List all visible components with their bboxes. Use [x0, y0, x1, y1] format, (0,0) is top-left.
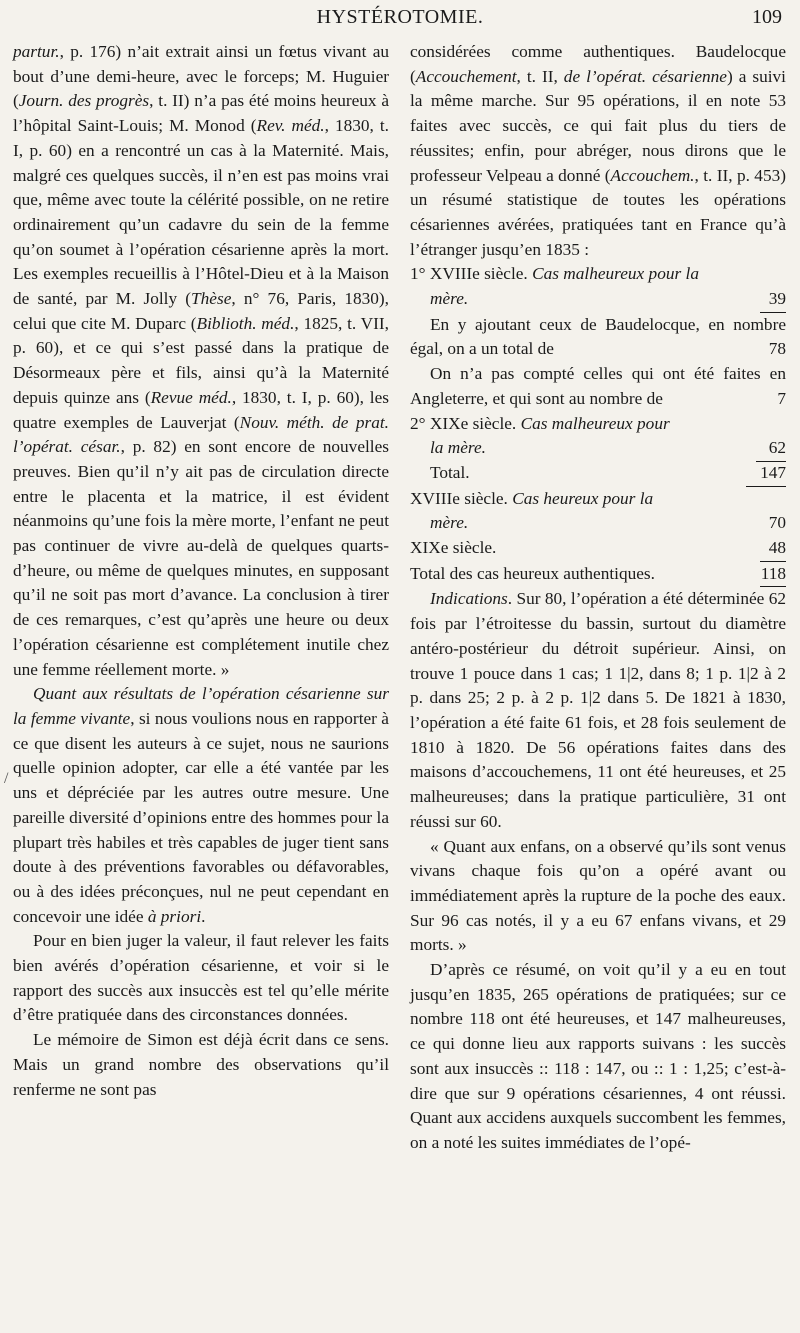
page-header	[0, 4, 800, 32]
section-lead: Indications	[430, 589, 508, 609]
row-label: mère.	[430, 513, 469, 533]
row-label: mère.	[430, 289, 469, 309]
statistics-table	[410, 262, 786, 587]
row-value: 147	[756, 461, 786, 486]
text: , n° 76, Paris, 1830), celui que cite M. Duparc (	[13, 289, 389, 333]
text: . Sur 80, l’opération a été déterminée 62 fois par l’étroitesse du bassin, surtout du diamètre antéro-postérieur du détroit supérieur. Ainsi, on trouve 1 pouce dans 1 cas; 1 1|2, dans 8; 1 p. 1|2 à 2 p. dans 25; 2 p. à 2 p. 1|2 dans 5. De 1821 à 1830, l’opération a été faite 61 fois, et 28 fois seulement de 1810 à 1820. De 56 opérations faites dans des maisons d’accouchemens, 11 ont été heureuses, et 25 malheureuses; dans la pratique particulière, 31 ont réussi sur 60.	[410, 589, 786, 831]
citation: Biblioth. méd.	[196, 313, 295, 333]
paragraph	[410, 40, 786, 262]
text: , 1825, t. VII, p. 60), et ce qui s’est passé dans la pratique de Désormeaux père et fils, ainsi qu’à la Maternité depuis quinze ans (	[13, 313, 389, 407]
row-label: Total des cas heureux authentiques.	[410, 563, 655, 583]
citation: Rev. méd.	[256, 116, 325, 136]
row-label: Cas malheureux pour la	[532, 264, 699, 284]
row-label: On n’a pas compté celles qui ont été faites en Angleterre, et qui sont au nombre de	[410, 364, 786, 408]
citation: Accouchement	[415, 66, 517, 86]
section-lead: Quant aux résultats de l’opération césarienne sur la femme vivante	[13, 684, 389, 728]
text: considérées comme authentiques. Baudelocque (	[410, 42, 786, 86]
text: , t. II) n’a pas été moins heureux à l’hôpital Saint-Louis; M. Monod (	[13, 91, 389, 136]
citation: Nouv. méth. de prat. l’opérat. césar.	[13, 412, 390, 457]
row-label: la mère.	[430, 438, 486, 458]
paragraph: Le mémoire de Simon est déjà écrit dans ce sens. Mais un grand nombre des observations qu’il renferme ne sont pas	[13, 1030, 389, 1099]
paragraph: « Quant aux enfans, on a observé qu’ils sont venus vivans chaque fois qu’on a opéré avant ou immédiatement après la rupture de la poche des eaux. Sur 96 cas notés, il y a eu 67 enfans vivans, et 29 morts. »	[410, 836, 786, 955]
right-column	[410, 40, 786, 1156]
paragraph	[410, 587, 786, 834]
table-row	[410, 313, 786, 362]
row-label: Cas malheureux pour	[520, 413, 670, 433]
row-label: En y ajoutant ceux de Baudelocque, en nombre égal, on a un total de	[410, 314, 786, 359]
left-column	[13, 40, 389, 1102]
text: p. 176) n’ait extrait ainsi un fœtus vivant au bout d’une demi-heure, avec le forceps; M. Huguier (	[13, 42, 389, 111]
table-row	[410, 287, 786, 313]
citation: Accouchem.	[610, 165, 695, 185]
citation: Thèse	[191, 289, 232, 309]
row-label: Cas heureux pour la	[512, 488, 654, 508]
paragraph: D’après ce résumé, on voit qu’il y a eu en tout jusqu’en 1835, 265 opérations de pratiquées; sur ce nombre 118 ont été heureuses, et 147 malheureuses, ce qui donne lieu aux rapports suivans : les succès sont aux insuccès :: 118 : 147, ou :: 1 : 1,25; c’est-à-dire que sur 9 opérations césariennes, 4 ont réussi. Quant aux accidens auxquels succombent les femmes, on a noté les suites immédiates de l’opé-	[410, 960, 786, 1152]
citation: Journ. des progrès	[18, 91, 150, 111]
row-label: XVIIIe siècle.	[410, 488, 513, 508]
paragraph: Pour en bien juger la valeur, il faut relever les faits bien avérés d’opération césarienne, et voir si le rapport des succès aux insuccès est tel qu’elle mérite d’être pratiquée dans des circonstances données.	[13, 931, 389, 1025]
row-value: 78	[768, 339, 786, 359]
page-number: 109	[752, 6, 782, 28]
margin-mark: /	[4, 770, 9, 787]
paragraph: partur., p. 176) n’ait extrait ainsi un fœtus vivant au bout d’une demi-heure, avec le forceps; M. Huguier (Journ. des progrès, t. II) n’a pas été moins heureux à l’hôpital Saint-Louis; M. Monod (Rev. méd., 1830, t. I, p. 60) en a rencontré un cas à la Maternité. Mais, malgré ces quelques succès, il n’en est pas moins vrai que, même avec toute la célérité possible, on ne retire ordinairement qu’un cadavre du sein de la femme qu’on soumet à l’opération césarienne après la mort. Les exemples recueillis à l’Hôtel-Dieu et à la Maison de santé, par M. Jolly (Thèse, n° 76, Paris, 1830), celui que cite M. Duparc (Biblioth. méd., 1825, t. VII, p. 60), et ce qui s’est passé dans la pratique de Désormeaux père et fils, ainsi qu’à la Maternité depuis quinze ans (Revue méd., 1830, t. I, p. 60), les quatre exemples de Lauverjat (Nouv. méth. de prat. l’opérat. césar., p. 82) en sont encore de nouvelles preuves. Bien qu’il n’y ait pas de circulation directe entre le placenta et la matrice, il est évident néanmoins qu’une fois la mère morte, l’enfant ne peut pas continuer de vivre au-delà de quelques quarts-d’heure, ou même de quelques minutes, en supposant qu’il ne soit pas mort d’avance. La conclusion à tirer de ces remarques, c’est qu’après une heure ou deux l’opération césarienne est complétement inutile chez une femme réellement morte. »	[13, 42, 390, 679]
table-row	[410, 487, 786, 512]
row-label: XIXe siècle.	[410, 538, 497, 558]
row-label: 2° XIXe siècle.	[410, 413, 521, 433]
row-value: 7	[777, 388, 786, 408]
text: ) a suivi la même marche. Sur 95 opérations, il en note 53 faites avec succès, ce qui fait plus du tiers de réussites; enfin, pour abréger, nous dirons que le professeur Velpeau a donné (	[410, 66, 786, 185]
text: , 1830, t. I, p. 60), les quatre exemples de Lauverjat (	[13, 387, 389, 432]
row-value: 62	[768, 438, 786, 458]
text: , t. II,	[516, 66, 564, 86]
text: , si nous voulions nous en rapporter à ce que disent les auteurs à ce sujet, nous ne saurions quelle opinion adopter, car elle a été vantée par les uns et dépréciée par les autres outre mesure. Une pareille diversité d’opinions entre des hommes pour la plupart très habiles et très capables de juger tient sans doute à des préventions favorables ou défavorables, ou à des idées préconçues, nul ne peut cependant en concevoir une idée	[13, 708, 389, 926]
table-row	[410, 461, 786, 486]
row-value: 70	[768, 513, 786, 533]
paragraph	[13, 682, 389, 929]
table-row	[410, 436, 786, 461]
row-label: Total.	[430, 462, 470, 482]
row-value: 39	[760, 287, 786, 313]
citation: partur.	[13, 42, 60, 61]
citation: Revue méd.	[150, 387, 232, 407]
row-value: 48	[760, 536, 786, 562]
table-row	[410, 511, 786, 536]
table-row	[410, 536, 786, 562]
text: , p. 82) en sont encore de nouvelles preuves. Bien qu’il n’y ait pas de circulation directe entre le placenta et la matrice, il est évident néanmoins qu’une fois la mère morte, l’enfant ne peut pas continuer de vivre au-delà de quelques quarts-d’heure, ou même de quelques minutes, en supposant qu’il ne soit pas mort d’avance. La conclusion à tirer de ces remarques, c’est qu’après une heure ou deux l’opération césarienne est complétement inutile chez une femme réellement morte. »	[13, 437, 389, 679]
text: .	[201, 906, 206, 926]
running-title: HYSTÉROTOMIE.	[316, 6, 484, 28]
row-value: 118	[760, 562, 786, 588]
text: , 1830, t. I, p. 60) en a rencontré un cas à la Maternité. Mais, malgré ces quelques succès, il n’en est pas moins vrai que, même avec toute la célérité possible, on ne retire ordinairement qu’un cadavre du sein de la femme qu’on soumet à l’opération césarienne après la mort. Les exemples recueillis à l’Hôtel-Dieu et à la Maison de santé, par M. Jolly (	[13, 116, 390, 309]
text: , t. II, p. 453) un résumé statistique de toutes les opérations césariennes avérées, pratiquées tant en France qu’à l’étranger jusqu’en 1835 :	[410, 165, 786, 259]
table-row	[410, 562, 786, 588]
citation: de l’opérat. césarienne	[563, 66, 727, 86]
table-row	[410, 362, 786, 411]
row-label: 1° XVIIIe siècle.	[410, 264, 533, 284]
table-row	[410, 412, 786, 437]
emphasis: à priori	[147, 906, 202, 926]
table-row	[410, 262, 786, 287]
